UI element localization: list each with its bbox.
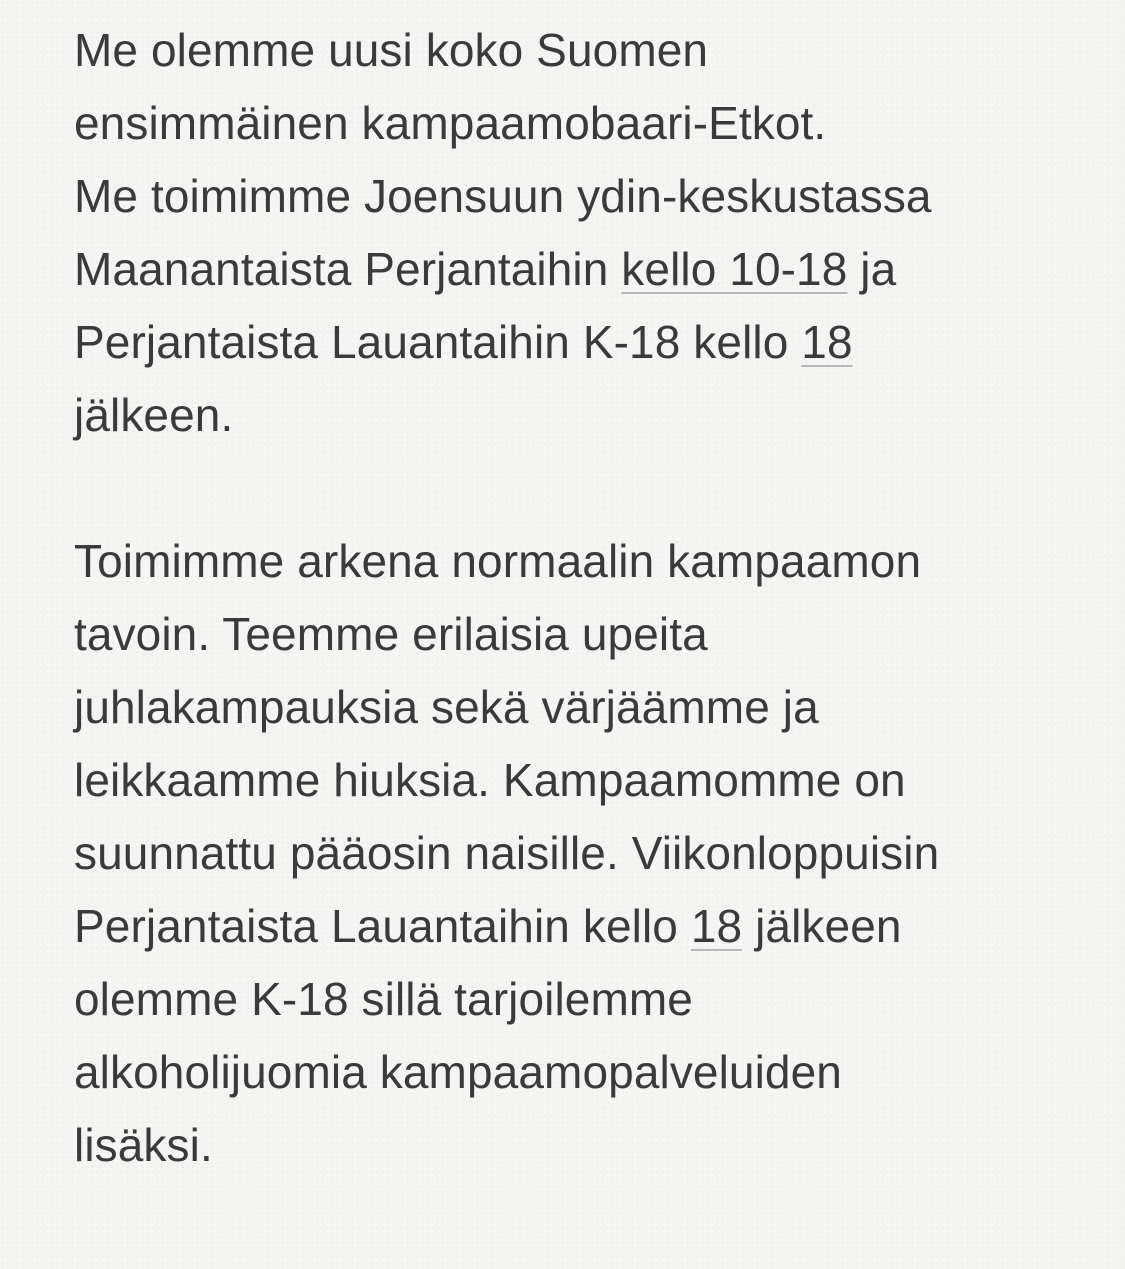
text-line: alkoholijuomia kampaamopalveluiden xyxy=(74,1046,842,1098)
text-line: ensimmäinen kampaamobaari-Etkot. xyxy=(74,97,827,149)
text-span: ja xyxy=(847,243,897,295)
text-line: jälkeen. xyxy=(74,389,234,441)
text-line: suunnattu pääosin naisille. Viikonloppuisin xyxy=(74,827,940,879)
text-line xyxy=(74,890,1074,963)
text-line: Toimimme arkena normaalin kampaamon xyxy=(74,535,922,587)
text-line xyxy=(74,233,1074,306)
blank-line xyxy=(74,452,1074,525)
paragraph-services xyxy=(74,525,1074,1182)
detected-time-link-weekday-hours[interactable]: kello 10-18 xyxy=(621,243,848,295)
note-body[interactable] xyxy=(74,14,1074,1182)
text-line xyxy=(74,306,1074,379)
detected-time-link-18[interactable]: 18 xyxy=(801,316,853,368)
text-line: Me toimimme Joensuun ydin-keskustassa xyxy=(74,170,932,222)
text-line: juhlakampauksia sekä värjäämme ja xyxy=(74,681,819,733)
paragraph-intro xyxy=(74,14,1074,452)
text-span: Maanantaista Perjantaihin xyxy=(74,243,622,295)
detected-time-link-18-weekend[interactable]: 18 xyxy=(690,900,743,952)
text-line: leikkaamme hiuksia. Kampaamomme on xyxy=(74,754,906,806)
text-span: jälkeen xyxy=(742,900,902,952)
text-line: lisäksi. xyxy=(74,1119,213,1171)
text-line: Me olemme uusi koko Suomen xyxy=(74,24,709,76)
text-span: Perjantaista Lauantaihin kello xyxy=(74,900,691,952)
text-span: Perjantaista Lauantaihin K-18 kello xyxy=(74,316,802,368)
text-line: tavoin. Teemme erilaisia upeita xyxy=(74,608,708,660)
text-line: olemme K-18 sillä tarjoilemme xyxy=(74,973,693,1025)
